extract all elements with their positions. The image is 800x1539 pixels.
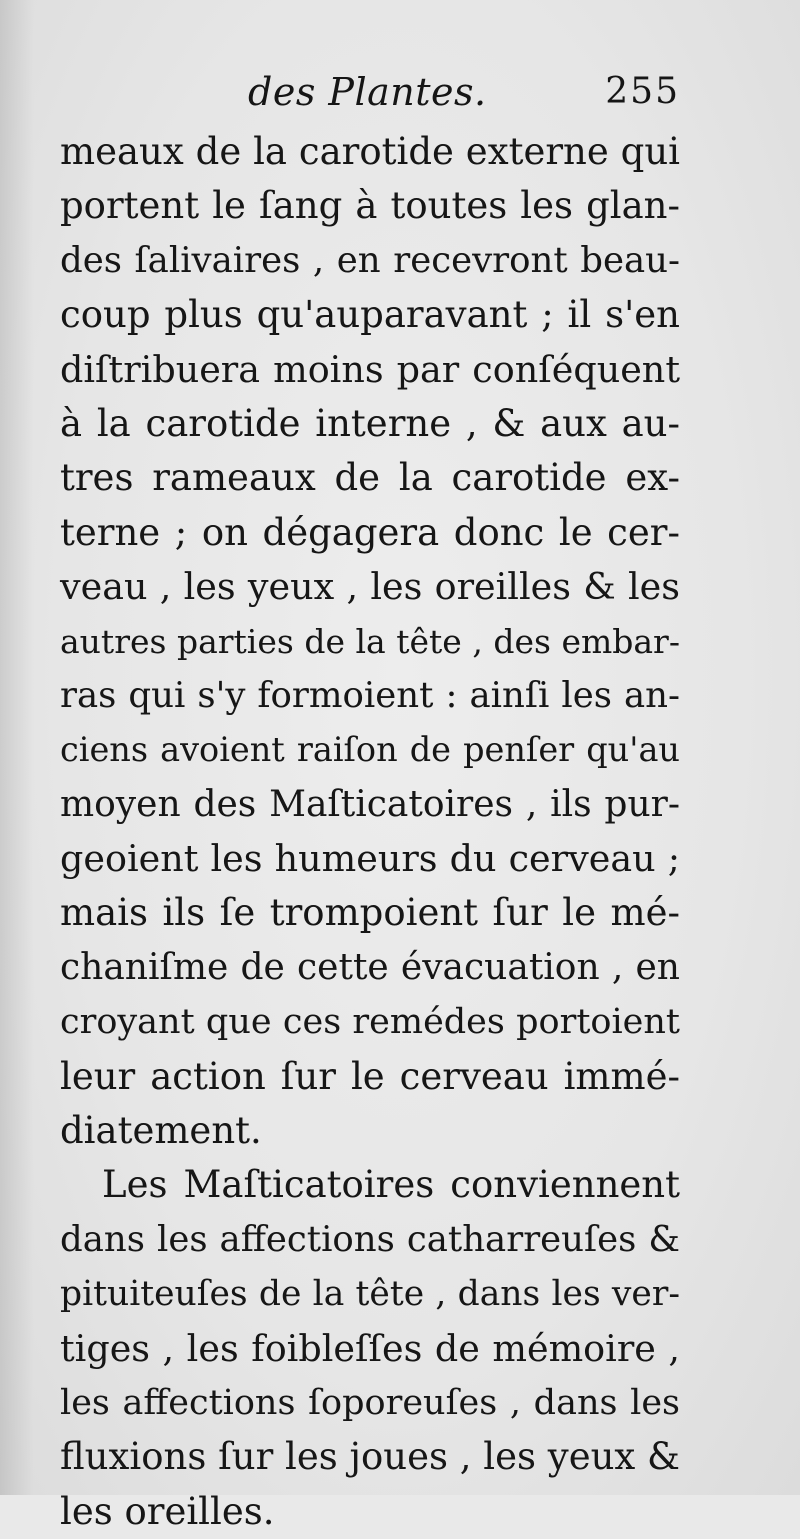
text-line: diſtribuera moins par conſéquent	[60, 347, 680, 391]
text-line: autres parties de la tête , des embar-	[60, 621, 680, 661]
text-line: des ſalivaires , en recevront beau-	[60, 239, 680, 281]
text-line: à la carotide interne , & aux au-	[60, 401, 680, 445]
text-line: les affections ſoporeuſes , dans les	[60, 1382, 680, 1423]
text-line: coup plus qu'auparavant ; il s'en	[60, 293, 680, 337]
text-line: veau , les yeux , les oreilles & les	[60, 565, 680, 609]
body-text	[60, 125, 680, 1539]
text-line: fluxions ſur les joues , les yeux &	[60, 1435, 680, 1479]
text-line: croyant que ces remédes portoient	[60, 1002, 680, 1043]
text-line: dans les affections catharreuſes &	[60, 1218, 680, 1260]
text-line: meaux de la carotide externe qui	[60, 130, 680, 173]
text-line: terne ; on dégagera donc le cer-	[60, 510, 680, 554]
text-line: ras qui s'y formoient : ainſi les an-	[60, 674, 680, 716]
text-line: leur action ſur le cerveau immé-	[60, 1054, 680, 1098]
text-line: portent le ſang à toutes les glan-	[60, 184, 680, 228]
text-line: ciens avoient raiſon de penſer qu'au	[60, 730, 680, 770]
page-number: 255	[605, 71, 680, 112]
gutter-shadow	[0, 0, 34, 1495]
text-line: les oreilles.	[60, 1489, 275, 1533]
text-line: tiges , les foibleſſes de mémoire ,	[60, 1326, 680, 1370]
page-header	[60, 70, 680, 122]
text-line: pituiteuſes de la tête , dans les ver-	[60, 1274, 680, 1315]
text-line: tres rameaux de la carotide ex-	[60, 456, 680, 500]
text-line: chaniſme de cette évacuation , en	[60, 946, 680, 988]
text-line: Les Maſticatoires conviennent	[102, 1163, 680, 1207]
text-line: mais ils ſe trompoient ſur le mé-	[60, 891, 680, 935]
text-line: moyen des Maſticatoires , ils pur-	[60, 783, 680, 825]
text-line: diatement.	[60, 1109, 262, 1153]
running-title: des Plantes.	[248, 70, 487, 114]
text-line: geoient les humeurs du cerveau ;	[60, 837, 680, 881]
